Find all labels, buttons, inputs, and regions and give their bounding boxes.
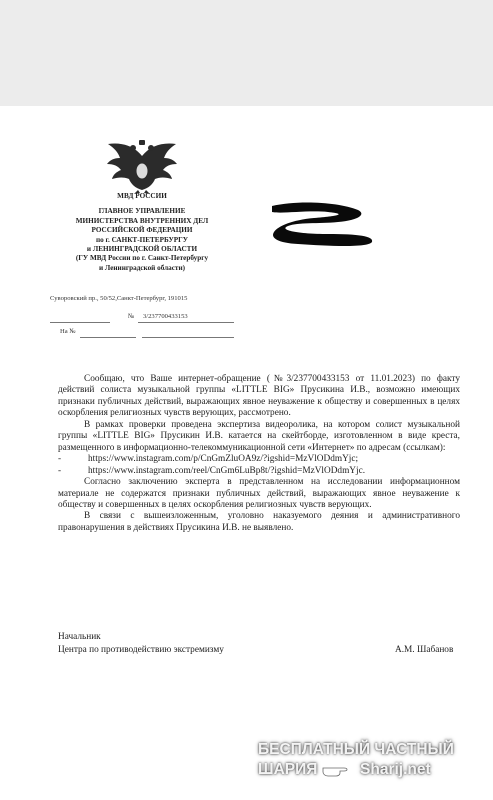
org-line-5: и ЛЕНИНГРАДСКОЙ ОБЛАСТИ <box>86 245 198 254</box>
link-1[interactable]: https://www.instagram.com/p/CnGmZluOA9z/?igshid=MzVlODdmYjc; <box>88 454 359 465</box>
org-line-1: ГЛАВНОЕ УПРАВЛЕНИЕ <box>98 207 186 216</box>
paragraph-4: В связи с вышеизложенным, уголовно наказуемого деяния и административного правонарушения в действиях Прусикина И.В. не выявлено. <box>58 511 460 533</box>
org-line-6: (ГУ МВД России по г. Санкт-Петербургу <box>75 254 209 263</box>
link-2[interactable]: https://www.instagram.com/reel/CnGm6LuBp8t/?igshid=MzVlODdmYjc. <box>88 465 366 476</box>
org-line-4: по г. САНКТ-ПЕТЕРБУРГУ <box>96 235 188 244</box>
link-dash: - <box>58 465 62 476</box>
agency-name: МВД РОССИИ <box>117 192 167 200</box>
ref-underline-1 <box>80 337 136 338</box>
letterhead <box>50 192 234 273</box>
ref-label: На № <box>60 328 76 335</box>
agency-address: Суворовский пр., 50/52,Санкт-Петербург, 191015 <box>50 295 188 302</box>
watermark <box>258 740 486 780</box>
number-underline <box>138 322 234 323</box>
watermark-line-2 <box>258 760 486 780</box>
pointing-hand-icon <box>322 763 356 777</box>
link-dash: - <box>58 454 62 465</box>
link-item <box>58 466 460 477</box>
org-line-2: МИНИСТЕРСТВА ВНУТРЕННИХ ДЕЛ <box>75 216 209 225</box>
org-line-7: и Ленинградской области) <box>98 263 185 272</box>
paragraph-1: Сообщаю, что Ваше интернет-обращение (№3/237700433153 от 11.01.2023) по факту действий солиста музыкальной группы «LITTLE BIG» Прусикина И.В., возможно имеющих признаки публичных действий, выражающих явное неуважение к обществу и совершенных в целях оскорбления религиозных чувств верующих, рассмотрено. <box>58 374 460 419</box>
redaction-mark <box>268 200 378 248</box>
letter-body <box>58 374 460 534</box>
double-headed-eagle-icon <box>104 138 180 194</box>
watermark-line-1: БЕСПЛАТНЫЙ ЧАСТНЫЙ <box>258 741 454 758</box>
paragraph-2: В рамках проверки проведена экспертиза видеоролика, на котором солист музыкальной группы «LITTLE BIG» Прусикин И.В. катается на скейтборде, изготовленном в виде креста, размещенного в информационно-телекоммуникационной сети «Интернет» по адресам (ссылкам): <box>58 419 460 453</box>
signature-unit: Центра по противодействию экстремизму <box>58 645 224 655</box>
top-gray-band <box>0 0 493 106</box>
signature-title: Начальник <box>58 632 101 642</box>
date-underline <box>50 322 110 323</box>
number-label: № <box>128 313 135 320</box>
watermark-brand-ru: ШАРИЯ <box>258 761 318 778</box>
paragraph-3: Согласно заключению эксперта в представленном на исследовании информационном материале не содержатся признаки публичных действий, выражающих явное неуважение к обществу и совершенных в целях оскорбления религиозных чувств верующих. <box>58 477 460 510</box>
ref-underline-2 <box>142 337 234 338</box>
document-number: 3/237700433153 <box>143 313 188 320</box>
signature-name: А.М. Шабанов <box>395 645 454 655</box>
watermark-brand-site: Sharij.net <box>360 761 431 778</box>
link-item <box>58 454 460 465</box>
org-line-3: РОССИЙСКОЙ ФЕДЕРАЦИИ <box>91 226 193 235</box>
